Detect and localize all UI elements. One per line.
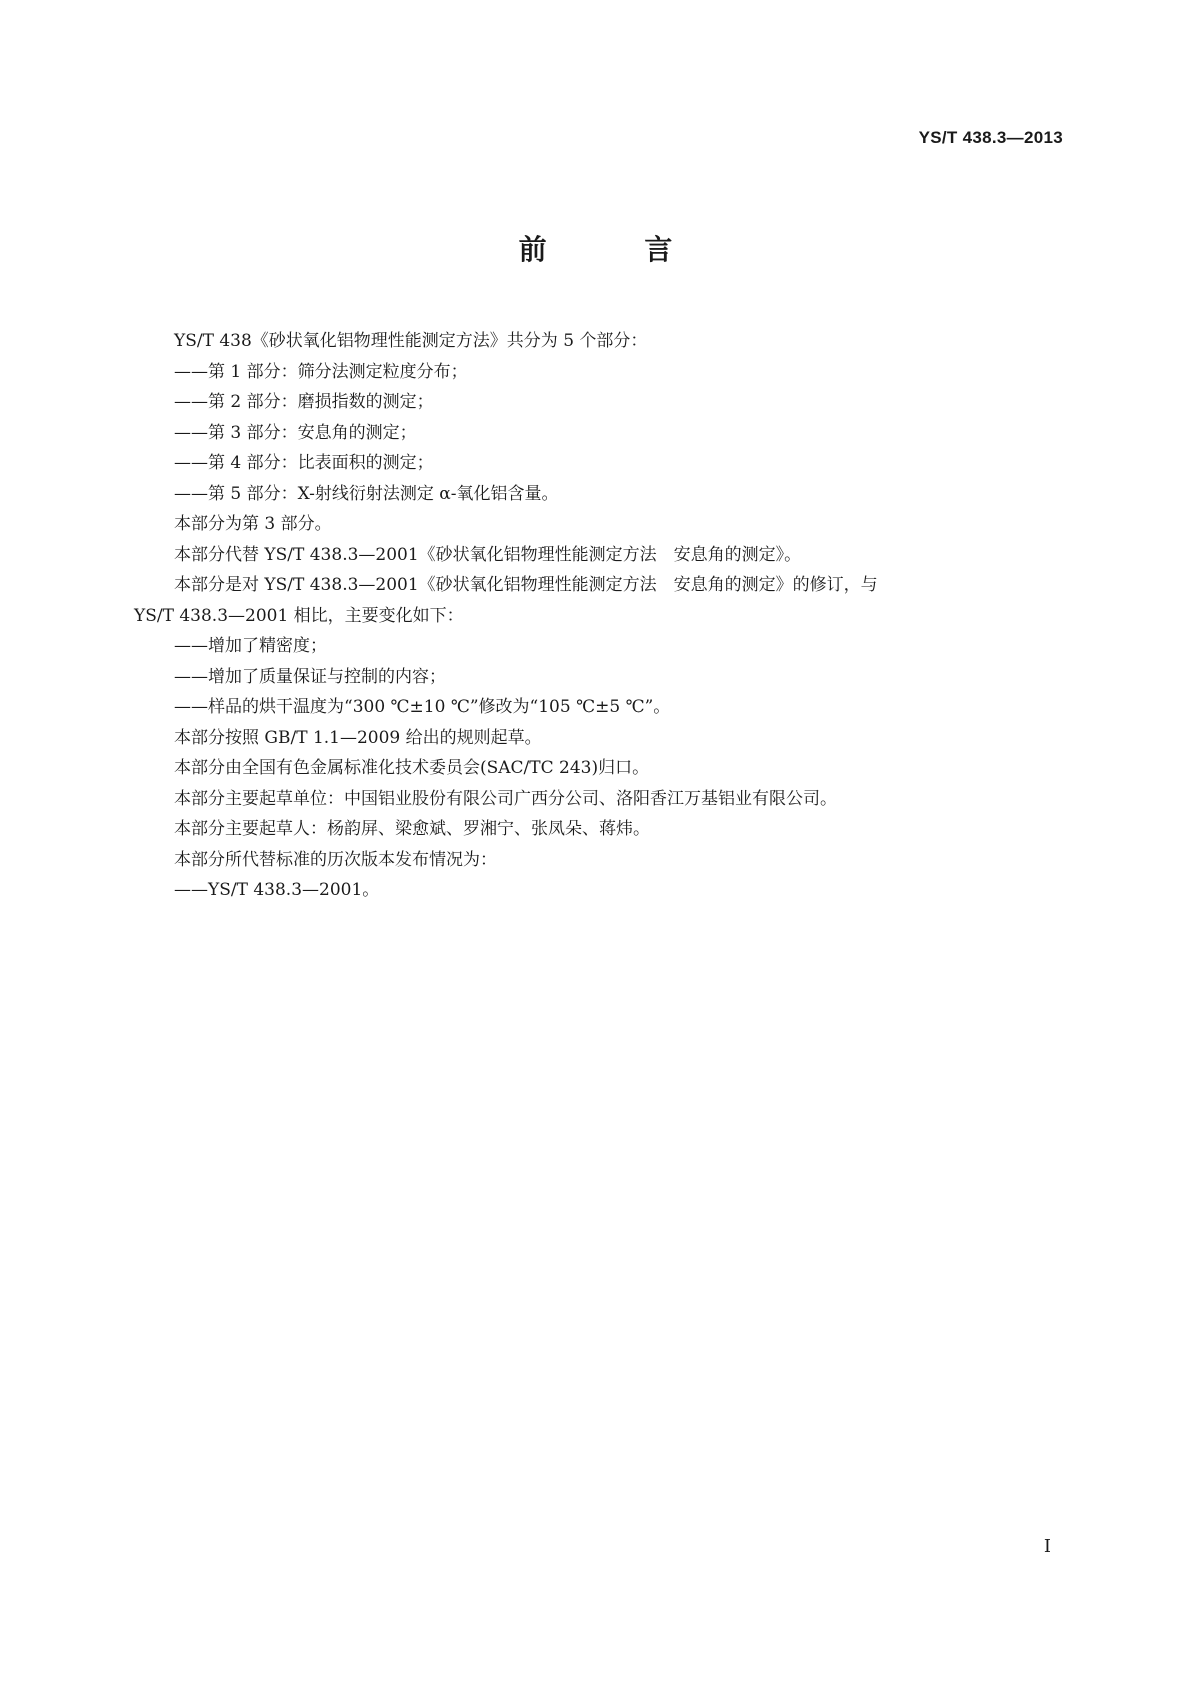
paragraph-previous-editions: 本部分所代替标准的历次版本发布情况为： xyxy=(174,849,497,870)
foreword-body xyxy=(134,326,1064,906)
list-item-change-quality: ——增加了质量保证与控制的内容； xyxy=(174,666,446,687)
paragraph-revision xyxy=(134,570,1064,631)
list-item-previous-edition: ——YS/T 438.3—2001。 xyxy=(174,880,380,900)
page-number: I xyxy=(1043,1536,1051,1557)
paragraph-replaces: 本部分代替 YS/T 438.3—2001《砂状氧化铝物理性能测定方法 安息角的测定》。 xyxy=(174,544,802,565)
revision-line-1: 本部分是对 YS/T 438.3—2001《砂状氧化铝物理性能测定方法 安息角的测定》的修订，与 xyxy=(174,575,878,595)
revision-line-2: YS/T 438.3—2001 相比，主要变化如下： xyxy=(134,605,464,626)
list-item-part-5: ——第 5 部分：X-射线衍射法测定 α-氧化铝含量。 xyxy=(174,483,559,504)
list-item-part-2: ——第 2 部分：磨损指数的测定； xyxy=(174,392,434,412)
standard-code-header: YS/T 438.3—2013 xyxy=(918,128,1063,147)
page-title: 前 言 xyxy=(518,233,717,266)
paragraph-drafting-units: 本部分主要起草单位：中国铝业股份有限公司广西分公司、洛阳香江万基铝业有限公司。 xyxy=(174,788,837,809)
list-item-part-3: ——第 3 部分：安息角的测定； xyxy=(174,422,417,443)
list-item-part-1: ——第 1 部分：筛分法测定粒度分布； xyxy=(174,361,468,382)
list-item-change-precision: ——增加了精密度； xyxy=(174,636,327,656)
paragraph-drafters: 本部分主要起草人：杨韵屏、梁愈斌、罗湘宁、张凤朵、蒋炜。 xyxy=(174,819,650,839)
paragraph-parts-intro: YS/T 438《砂状氧化铝物理性能测定方法》共分为 5 个部分： xyxy=(174,331,648,351)
paragraph-this-part: 本部分为第 3 部分。 xyxy=(174,514,332,534)
list-item-change-temperature: ——样品的烘干温度为“300 ℃±10 ℃”修改为“105 ℃±5 ℃”。 xyxy=(174,697,671,717)
paragraph-committee: 本部分由全国有色金属标准化技术委员会(SAC/TC 243)归口。 xyxy=(174,758,650,778)
list-item-part-4: ——第 4 部分：比表面积的测定； xyxy=(174,453,434,473)
paragraph-drafting-rules: 本部分按照 GB/T 1.1—2009 给出的规则起草。 xyxy=(174,727,542,748)
